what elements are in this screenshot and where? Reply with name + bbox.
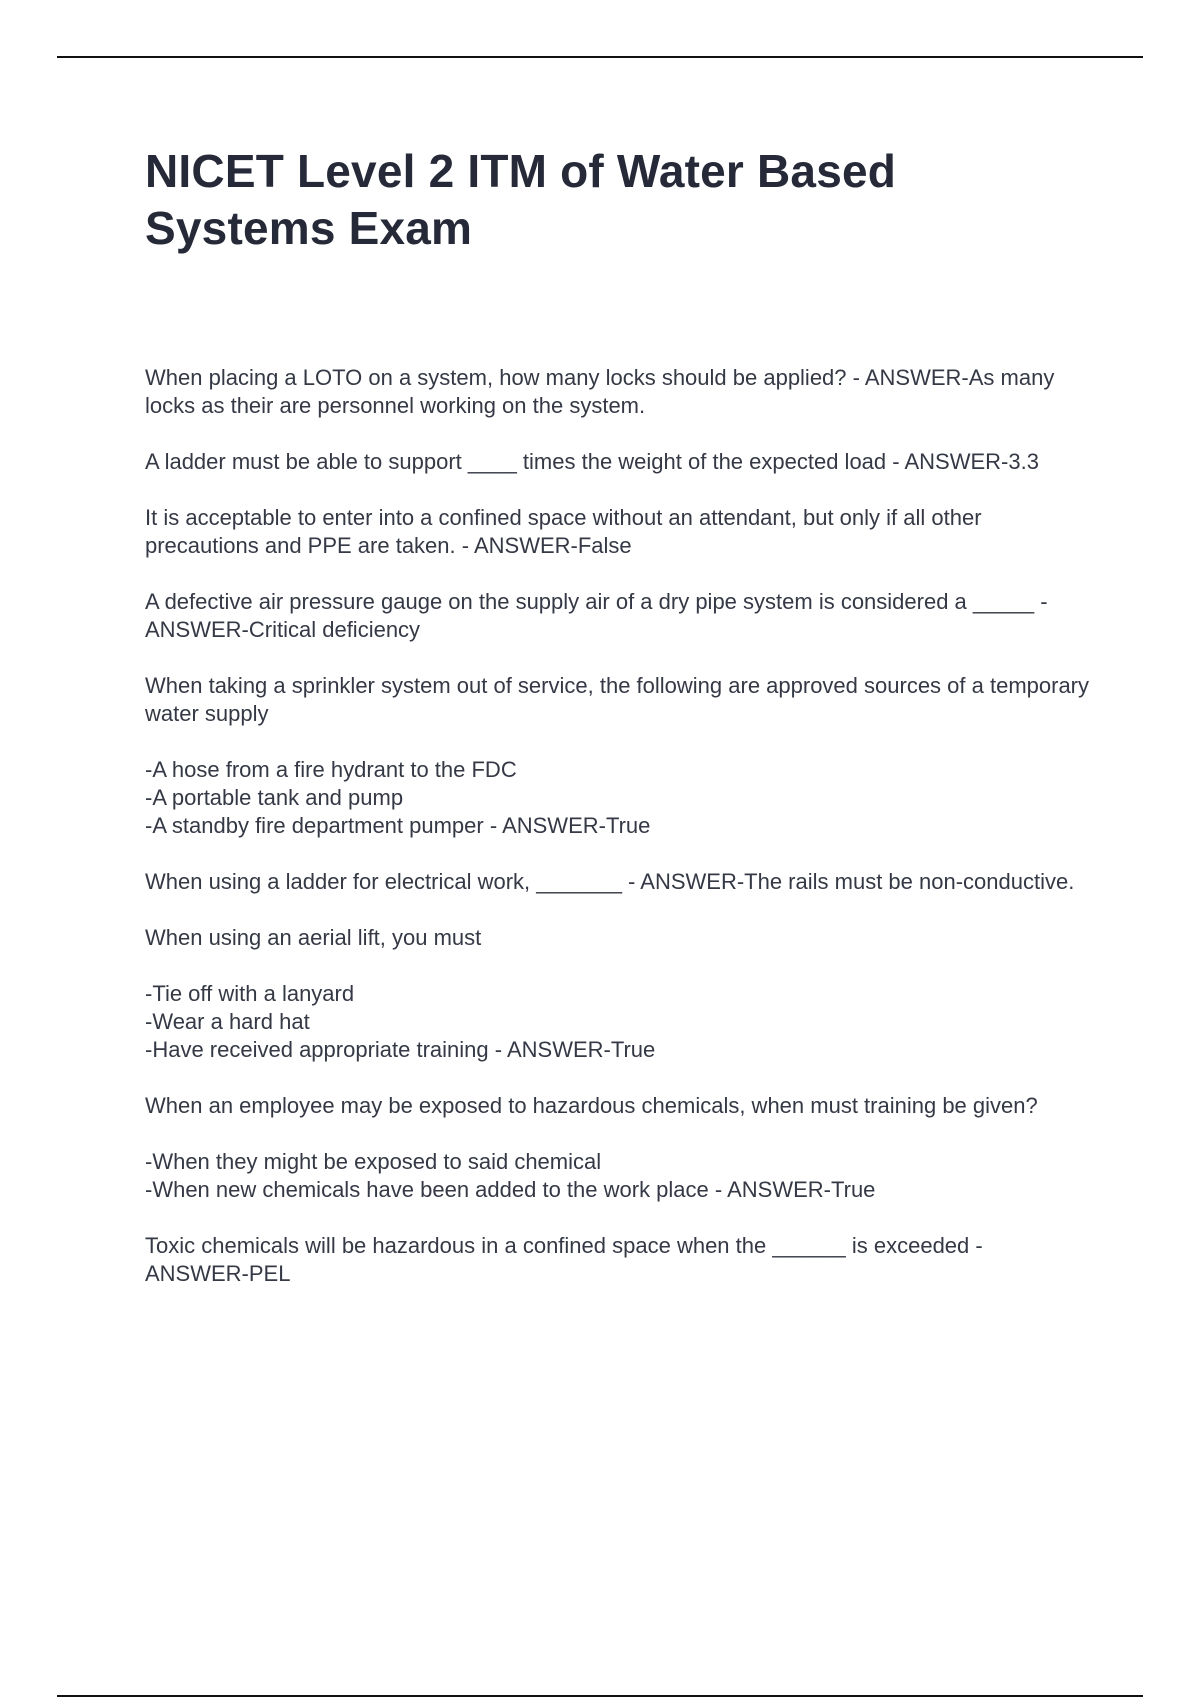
- question-text: A defective air pressure gauge on the supply air of a dry pipe system is considered a _____ - ANSWER-Critical deficiency: [145, 589, 1048, 642]
- qa-item-8: [145, 1092, 1090, 1204]
- option-line: -A standby fire department pumper - ANSWER-True: [145, 813, 651, 838]
- question-text: When using a ladder for electrical work, _______ - ANSWER-The rails must be non-conductive.: [145, 869, 1075, 894]
- option-line: -Tie off with a lanyard: [145, 981, 355, 1006]
- qa-item-2: [145, 448, 1090, 476]
- option-line: -A hose from a fire hydrant to the FDC: [145, 757, 517, 782]
- qa-item-6: [145, 868, 1090, 896]
- qa-list: [145, 364, 1090, 1288]
- option-list: [145, 756, 1090, 840]
- option-line: -When new chemicals have been added to the work place - ANSWER-True: [145, 1177, 876, 1202]
- option-line: -A portable tank and pump: [145, 785, 404, 810]
- option-line: -Wear a hard hat: [145, 1009, 310, 1034]
- page-title: NICET Level 2 ITM of Water Based Systems Exam: [145, 145, 897, 254]
- question-text: Toxic chemicals will be hazardous in a confined space when the ______ is exceeded - ANSWER-PEL: [145, 1233, 983, 1286]
- option-list: [145, 1148, 1090, 1204]
- question-text: A ladder must be able to support ____ times the weight of the expected load - ANSWER-3.3: [145, 449, 1039, 474]
- qa-item-4: [145, 588, 1090, 644]
- qa-item-5: [145, 672, 1090, 840]
- question-text: When taking a sprinkler system out of service, the following are approved sources of a temporary water supply: [145, 673, 1090, 726]
- question-text: When placing a LOTO on a system, how many locks should be applied? - ANSWER-As many locks as their are personnel working on the system.: [145, 365, 1055, 418]
- qa-item-9: [145, 1232, 1090, 1288]
- option-line: -Have received appropriate training - ANSWER-True: [145, 1037, 656, 1062]
- qa-item-1: [145, 364, 1090, 420]
- qa-item-7: [145, 924, 1090, 1064]
- option-line: -When they might be exposed to said chemical: [145, 1149, 602, 1174]
- question-text: When an employee may be exposed to hazardous chemicals, when must training be given?: [145, 1093, 1038, 1118]
- document-body: [145, 143, 1090, 1316]
- qa-item-3: [145, 504, 1090, 560]
- question-text: When using an aerial lift, you must: [145, 925, 482, 950]
- top-rule: [57, 56, 1143, 58]
- question-text: It is acceptable to enter into a confined space without an attendant, but only if all other precautions and PPE are taken. - ANSWER-False: [145, 505, 982, 558]
- option-list: [145, 980, 1090, 1064]
- bottom-rule: [57, 1695, 1143, 1697]
